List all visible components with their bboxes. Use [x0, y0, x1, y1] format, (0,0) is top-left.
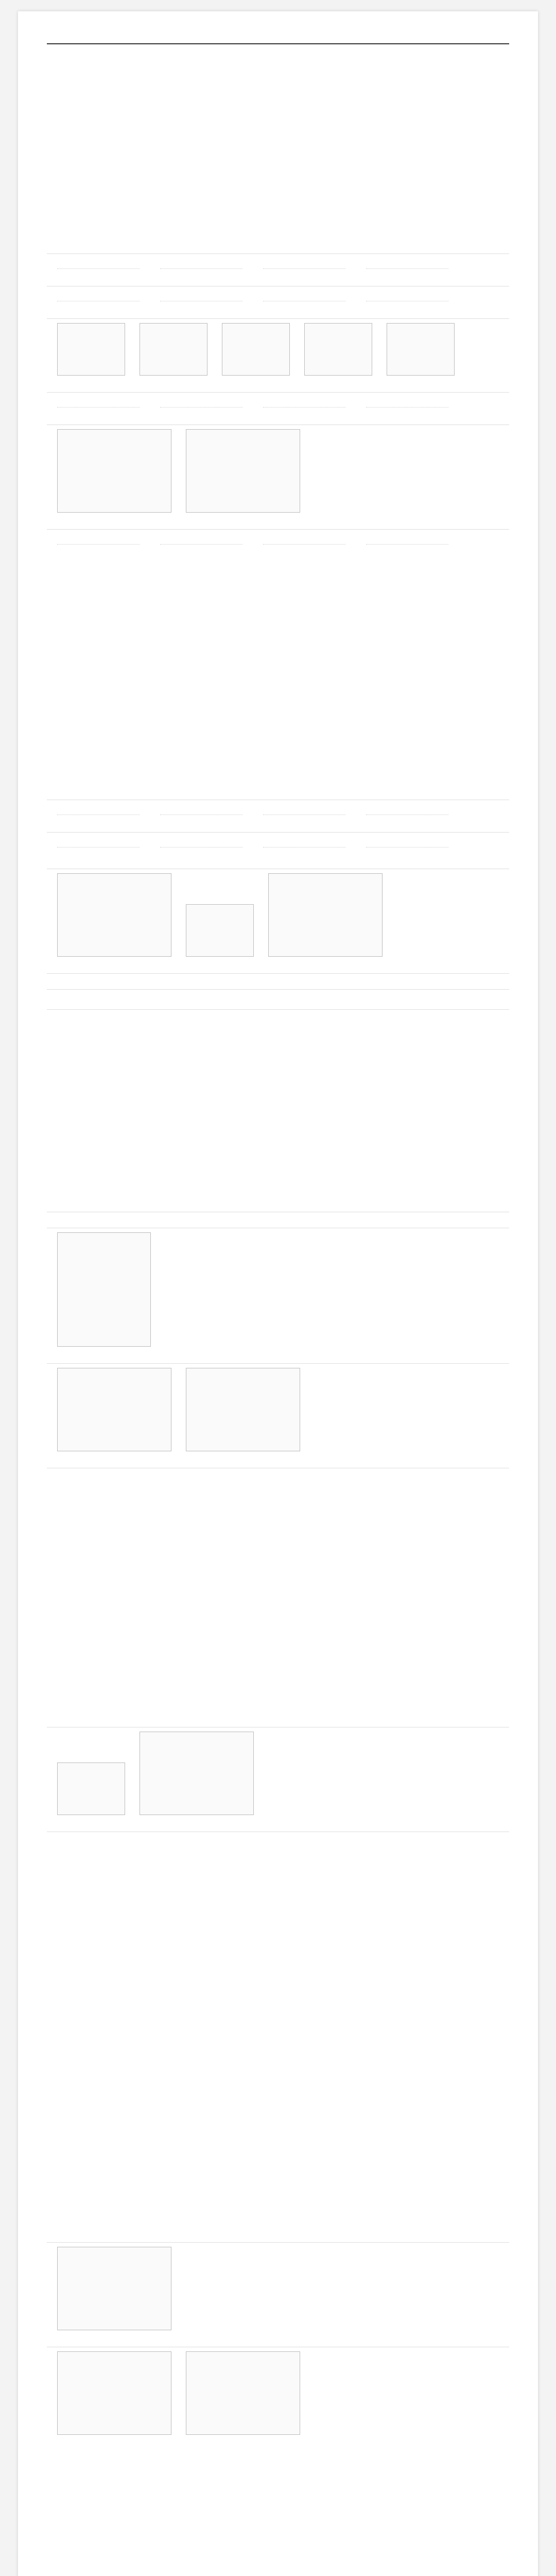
question-text — [47, 274, 509, 286]
figure — [57, 429, 171, 513]
question-text — [47, 961, 509, 974]
figure-row — [47, 429, 509, 513]
exam-sheet — [18, 11, 538, 2576]
answer-options — [47, 836, 509, 849]
divider — [47, 43, 509, 44]
question-block — [47, 1711, 509, 1845]
figure-row — [47, 1732, 509, 1815]
figure-row — [47, 2351, 509, 2435]
answer-options — [47, 257, 509, 270]
question-text — [47, 412, 509, 425]
question-text — [47, 2334, 509, 2347]
answer-options — [47, 533, 509, 546]
question-block — [47, 784, 509, 1023]
figure-row — [47, 323, 509, 376]
question-text — [47, 517, 509, 530]
figure — [57, 2247, 171, 2330]
figure-row — [47, 2247, 509, 2330]
question-text — [47, 1819, 509, 1832]
question-text — [47, 977, 509, 990]
question-text — [47, 2230, 509, 2243]
figure — [186, 1368, 300, 1451]
question-text — [47, 380, 509, 393]
question-block — [47, 238, 509, 560]
figure — [57, 1762, 125, 1815]
question-text — [47, 241, 509, 254]
figure — [304, 323, 372, 376]
question-text — [47, 1351, 509, 1364]
question-block — [47, 2227, 509, 2448]
figure — [140, 1732, 254, 1815]
figure — [186, 429, 300, 513]
figure — [140, 323, 207, 376]
question-text — [47, 1215, 509, 1228]
question-text — [47, 1715, 509, 1727]
figure-row — [47, 873, 509, 957]
figure — [268, 873, 383, 957]
figure — [387, 323, 455, 376]
figure-row — [47, 1232, 509, 1347]
figure — [222, 323, 290, 376]
question-text — [47, 787, 509, 800]
question-text — [47, 1199, 509, 1212]
figure — [186, 2351, 300, 2435]
answer-options — [47, 290, 509, 303]
answer-options — [47, 396, 509, 409]
figure — [57, 873, 171, 957]
figure — [57, 1232, 151, 1347]
question-text — [47, 306, 509, 319]
figure — [57, 323, 125, 376]
figure — [57, 2351, 171, 2435]
figure — [57, 1368, 171, 1451]
question-text — [47, 1455, 509, 1468]
question-text — [47, 820, 509, 833]
answer-options — [47, 803, 509, 817]
figure — [186, 904, 254, 957]
question-text — [47, 997, 509, 1010]
question-block — [47, 1196, 509, 1482]
question-text — [47, 856, 509, 869]
figure-row — [47, 1368, 509, 1451]
